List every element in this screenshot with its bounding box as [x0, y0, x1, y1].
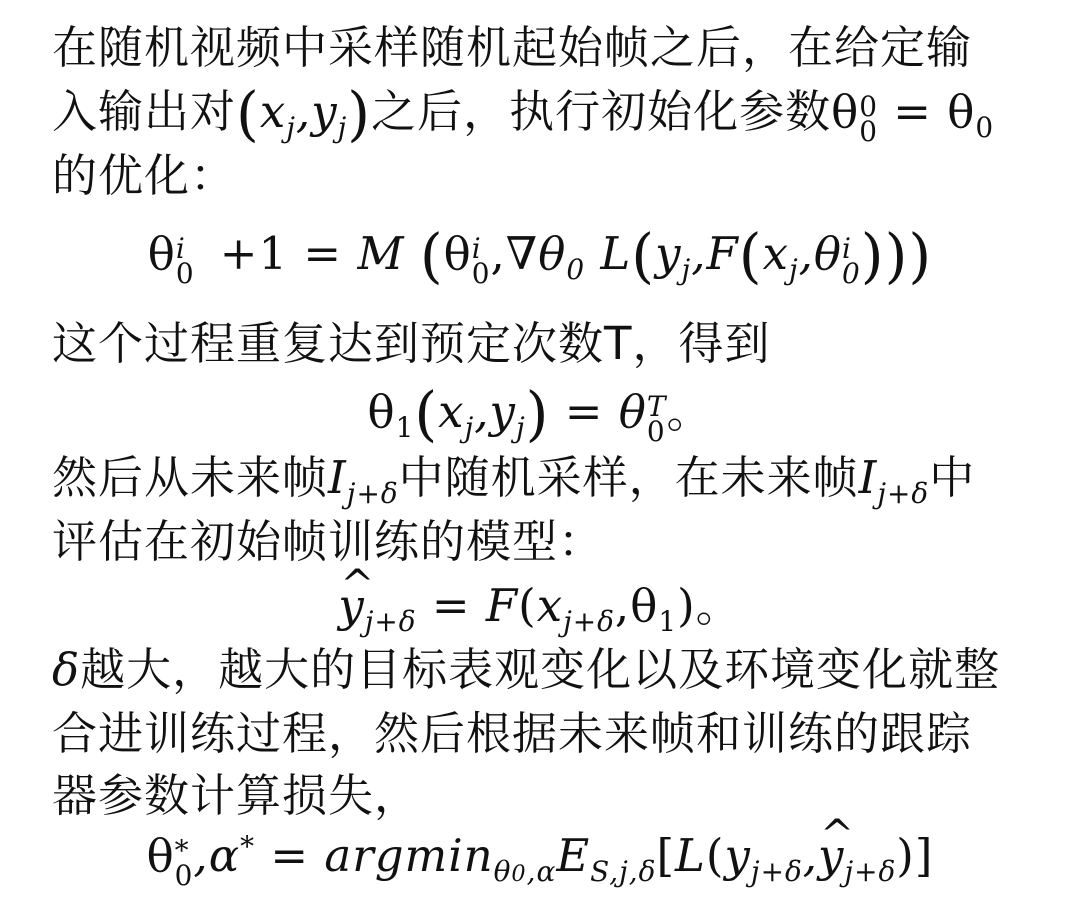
- paragraph-line-7: 然后从未来帧$I_{j+\delta}$中随机采样，在未来帧$I_{j+\delta}$中: [52, 451, 976, 510]
- line-7-text-start: 然后从未来帧: [52, 451, 329, 504]
- line-10-text: 越大，越大的目标表观变化以及环境变化就整: [80, 643, 1001, 696]
- paragraph-line-8: 评估在初始帧训练的模型：: [52, 515, 605, 568]
- line-7-text-end: 中: [929, 451, 976, 504]
- paragraph-line-12: 器参数计算损失，: [52, 769, 421, 822]
- loss-equation: θ * 0 $,\alpha^* = argmin_{\theta 0,\alpha}E_{S,j,\delta}[L(y_{j+\delta},\^{}$ $y_{j+\delta}$)]: [0, 826, 1080, 888]
- line-2-text-after-pair: 之后，执行初始化参数: [371, 85, 832, 138]
- paragraph-line-2: 入输出对$(x_j,y_j)$之后，执行初始化参数θ 0 0 = $\theta_0$: [52, 80, 995, 149]
- theta1-equation: $\theta_1(x_j,y_j) = \theta$ T 0 。: [367, 380, 713, 449]
- line-2-text-start: 入输出对: [52, 85, 237, 138]
- paragraph-line-10: δ越大，越大的目标表观变化以及环境变化就整: [52, 643, 1001, 696]
- paragraph-line-5: 这个过程重复达到预定次数T，得到: [52, 317, 771, 370]
- prediction-equation: ^ $y_{j+\delta} = F(x_{j+\delta},\theta_1)$。: [0, 576, 1080, 636]
- paragraph-line-3: 的优化：: [52, 149, 237, 202]
- paragraph-line-11: 合进训练过程，然后根据未来帧和训练的跟踪: [52, 707, 973, 760]
- paragraph-line-1: 在随机视频中采样随机起始帧之后，在给定输: [52, 21, 973, 74]
- update-equation: θ i 0 +1 = M (θ i 0 $,\nabla\theta_0$ $L(y_j,F(x_j,\theta$ i 0 ))): [147, 222, 933, 291]
- input-output-pair: $x_j,y_j$: [259, 85, 348, 144]
- line-7-text-mid: 中随机采样，在未来帧: [398, 451, 859, 504]
- init-param-equation: θ 0 0 = $\theta_0$: [831, 85, 995, 148]
